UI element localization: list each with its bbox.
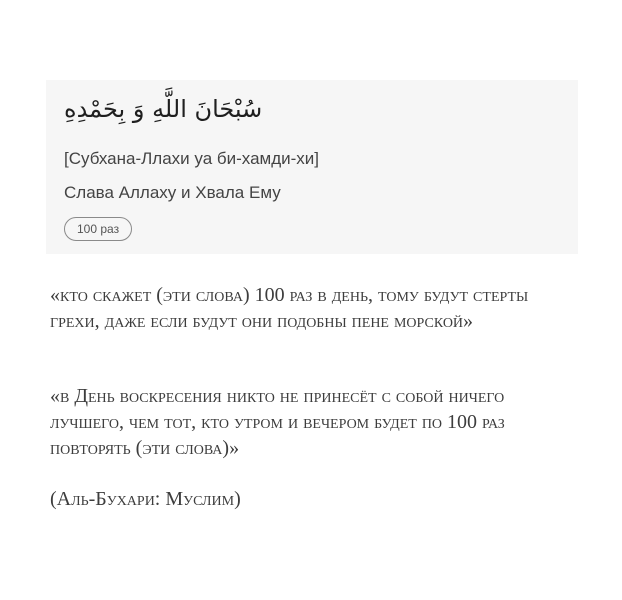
dhikr-card <box>46 80 578 254</box>
hadith-quote-2: «в День воскресения никто не принесёт с собой ничего лучшего, чем тот, кто утром и вечером будет по 100 раз повторять (эти слова)» <box>50 385 505 459</box>
transliteration-text: [Субхана-Ллахи уа би-хамди-хи] <box>64 149 320 168</box>
hadith-quote-1: «кто скажет (эти слова) 100 раз в день, тому будут стерты грехи, даже если будут они подобны пене морской» <box>50 284 529 332</box>
hadith-source: (Аль-Бухари: Муслим) <box>50 488 241 510</box>
translation-text: Слава Аллаху и Хвала Ему <box>64 183 281 202</box>
repetition-count-badge: 100 раз <box>64 217 132 241</box>
arabic-text: سُبْحَانَ اللَّهِ وَ بِحَمْدِهِ <box>64 95 263 123</box>
